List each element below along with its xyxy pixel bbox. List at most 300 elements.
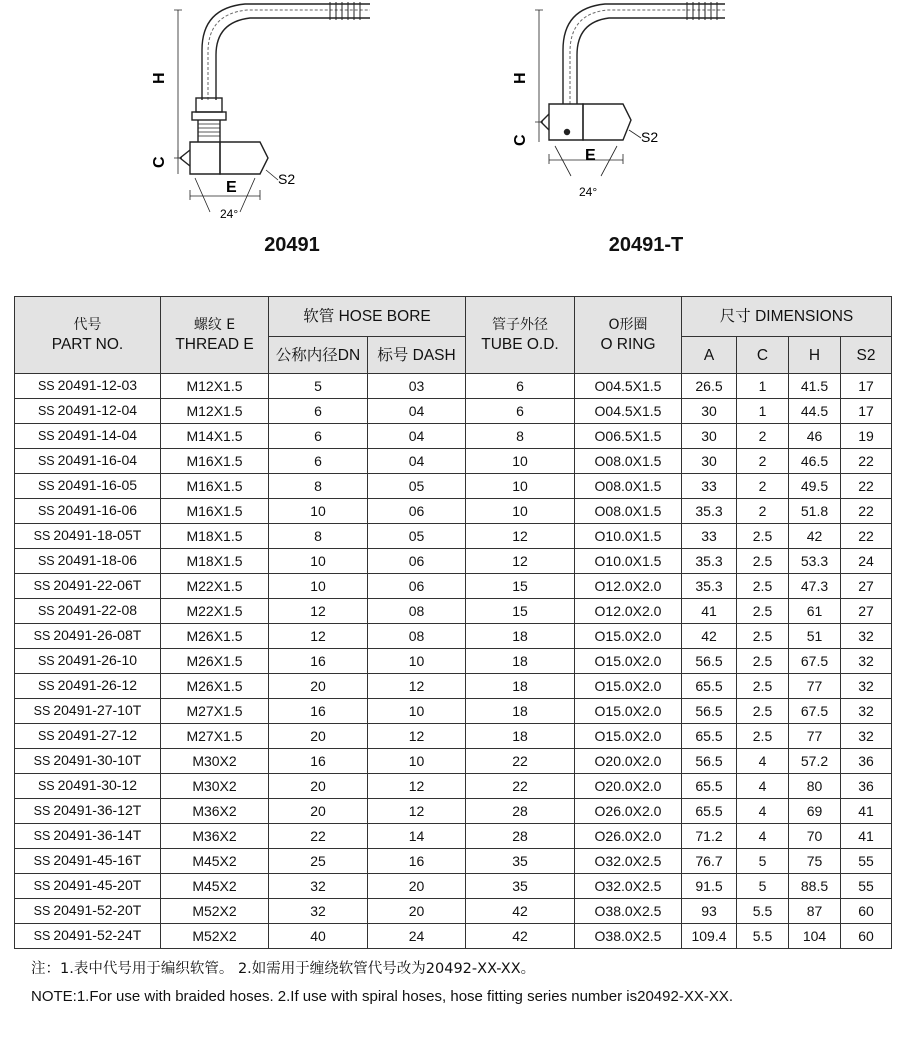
cell-a: 42 [682, 624, 737, 649]
cell-part-no [15, 499, 161, 524]
table-row [15, 674, 892, 699]
angle-label: 24° [220, 207, 239, 221]
cell-dn: 25 [269, 849, 368, 874]
cell-dash: 12 [368, 674, 466, 699]
cell-oring: O04.5X1.5 [575, 374, 682, 399]
table-row [15, 899, 892, 924]
part-number: 20491-26-08T [53, 627, 142, 643]
table-row [15, 874, 892, 899]
part-prefix: SS [33, 829, 51, 843]
cell-dn: 20 [269, 799, 368, 824]
cell-thread: M27X1.5 [161, 724, 269, 749]
header-s2: S2 [841, 337, 892, 374]
table-row [15, 774, 892, 799]
cell-dash: 12 [368, 774, 466, 799]
cell-h: 49.5 [789, 474, 841, 499]
cell-thread: M30X2 [161, 749, 269, 774]
cell-c: 2.5 [737, 524, 789, 549]
cell-thread: M27X1.5 [161, 699, 269, 724]
cell-part-no [15, 524, 161, 549]
cell-s2: 32 [841, 724, 892, 749]
cell-tube: 22 [466, 749, 575, 774]
cell-c: 2.5 [737, 624, 789, 649]
note-english: NOTE:1.For use with braided hoses. 2.If use with spiral hoses, hose fitting series number is20492-XX-XX. [31, 988, 733, 1005]
cell-tube: 18 [466, 624, 575, 649]
cell-oring: O32.0X2.5 [575, 849, 682, 874]
cell-dash: 06 [368, 499, 466, 524]
cell-h: 53.3 [789, 549, 841, 574]
cell-part-no [15, 899, 161, 924]
cell-dash: 04 [368, 449, 466, 474]
cell-tube: 18 [466, 674, 575, 699]
cell-dn: 10 [269, 549, 368, 574]
note-chinese: 注：1.表中代号用于编织软管。 2.如需用于缠绕软管代号改为20492-XX-XX。 [31, 961, 536, 977]
cell-h: 67.5 [789, 649, 841, 674]
fitting-20491-drawing [150, 0, 370, 230]
cell-tube: 18 [466, 724, 575, 749]
cell-tube: 35 [466, 849, 575, 874]
cell-dash: 10 [368, 699, 466, 724]
cell-tube: 10 [466, 474, 575, 499]
part-number: 20491-45-16T [53, 852, 142, 868]
part-number: 20491-16-06 [57, 502, 138, 518]
cell-a: 56.5 [682, 649, 737, 674]
cell-dn: 16 [269, 649, 368, 674]
header-dimensions: 尺寸 DIMENSIONS [682, 297, 892, 337]
cell-oring: O20.0X2.0 [575, 774, 682, 799]
cell-a: 56.5 [682, 749, 737, 774]
cell-dn: 20 [269, 674, 368, 699]
cell-h: 88.5 [789, 874, 841, 899]
cell-tube: 18 [466, 649, 575, 674]
cell-h: 70 [789, 824, 841, 849]
cell-part-no [15, 449, 161, 474]
cell-dash: 24 [368, 924, 466, 949]
part-number: 20491-26-10 [57, 652, 138, 668]
drawing-caption-20491-t: 20491-T [608, 234, 684, 256]
cell-c: 2.5 [737, 699, 789, 724]
cell-c: 2 [737, 424, 789, 449]
cell-c: 2 [737, 499, 789, 524]
part-prefix: SS [33, 704, 51, 718]
cell-part-no [15, 874, 161, 899]
part-number: 20491-30-10T [53, 752, 142, 768]
cell-h: 87 [789, 899, 841, 924]
cell-dn: 10 [269, 499, 368, 524]
cell-h: 44.5 [789, 399, 841, 424]
table-row [15, 699, 892, 724]
cell-h: 47.3 [789, 574, 841, 599]
cell-dash: 10 [368, 749, 466, 774]
cell-part-no [15, 749, 161, 774]
header-thread: 螺纹 E THREAD E [161, 297, 269, 374]
header-dn: 公称内径DN [269, 337, 368, 374]
cell-tube: 15 [466, 599, 575, 624]
e-label: E [226, 179, 237, 196]
cell-s2: 41 [841, 799, 892, 824]
cell-thread: M26X1.5 [161, 674, 269, 699]
table-row [15, 474, 892, 499]
cell-a: 33 [682, 524, 737, 549]
cell-a: 65.5 [682, 774, 737, 799]
notes [31, 956, 733, 1010]
cell-a: 91.5 [682, 874, 737, 899]
header-c: C [737, 337, 789, 374]
cell-s2: 60 [841, 924, 892, 949]
cell-a: 35.3 [682, 549, 737, 574]
header-o-ring: O形圈 O RING [575, 297, 682, 374]
cell-thread: M36X2 [161, 799, 269, 824]
cell-s2: 27 [841, 574, 892, 599]
table-row [15, 549, 892, 574]
part-prefix: SS [37, 379, 55, 393]
cell-a: 65.5 [682, 674, 737, 699]
cell-oring: O10.0X1.5 [575, 549, 682, 574]
cell-s2: 32 [841, 649, 892, 674]
cell-c: 2.5 [737, 549, 789, 574]
cell-dn: 8 [269, 474, 368, 499]
cell-h: 69 [789, 799, 841, 824]
cell-thread: M16X1.5 [161, 499, 269, 524]
cell-oring: O38.0X2.5 [575, 899, 682, 924]
cell-thread: M22X1.5 [161, 599, 269, 624]
cell-a: 41 [682, 599, 737, 624]
cell-s2: 32 [841, 674, 892, 699]
cell-oring: O06.5X1.5 [575, 424, 682, 449]
cell-dn: 32 [269, 874, 368, 899]
cell-thread: M18X1.5 [161, 549, 269, 574]
part-prefix: SS [37, 779, 55, 793]
table-row [15, 799, 892, 824]
cell-oring: O15.0X2.0 [575, 674, 682, 699]
cell-dash: 16 [368, 849, 466, 874]
cell-s2: 17 [841, 399, 892, 424]
cell-oring: O12.0X2.0 [575, 599, 682, 624]
part-prefix: SS [37, 604, 55, 618]
cell-part-no [15, 474, 161, 499]
part-number: 20491-36-12T [53, 802, 142, 818]
part-prefix: SS [37, 479, 55, 493]
table-row [15, 724, 892, 749]
cell-dash: 06 [368, 549, 466, 574]
cell-part-no [15, 599, 161, 624]
cell-c: 4 [737, 824, 789, 849]
cell-c: 2 [737, 449, 789, 474]
cell-a: 65.5 [682, 799, 737, 824]
cell-oring: O08.0X1.5 [575, 449, 682, 474]
part-prefix: SS [33, 529, 51, 543]
cell-h: 51.8 [789, 499, 841, 524]
table-row [15, 574, 892, 599]
cell-s2: 32 [841, 699, 892, 724]
cell-s2: 27 [841, 599, 892, 624]
h-label: H [512, 72, 529, 84]
s2-label: S2 [278, 171, 296, 187]
cell-tube: 6 [466, 374, 575, 399]
cell-dash: 04 [368, 424, 466, 449]
part-prefix: SS [33, 929, 51, 943]
cell-thread: M26X1.5 [161, 649, 269, 674]
cell-s2: 55 [841, 849, 892, 874]
cell-a: 26.5 [682, 374, 737, 399]
cell-c: 2.5 [737, 599, 789, 624]
cell-oring: O08.0X1.5 [575, 499, 682, 524]
cell-a: 30 [682, 449, 737, 474]
cell-a: 30 [682, 399, 737, 424]
cell-thread: M45X2 [161, 874, 269, 899]
cell-tube: 6 [466, 399, 575, 424]
part-number: 20491-27-10T [53, 702, 142, 718]
cell-part-no [15, 799, 161, 824]
e-label: E [585, 147, 596, 164]
table-row [15, 924, 892, 949]
cell-c: 2.5 [737, 674, 789, 699]
cell-dash: 10 [368, 649, 466, 674]
cell-s2: 36 [841, 749, 892, 774]
cell-part-no [15, 724, 161, 749]
cell-thread: M45X2 [161, 849, 269, 874]
cell-part-no [15, 824, 161, 849]
cell-a: 35.3 [682, 574, 737, 599]
cell-oring: O15.0X2.0 [575, 624, 682, 649]
cell-oring: O04.5X1.5 [575, 399, 682, 424]
cell-h: 57.2 [789, 749, 841, 774]
cell-dn: 20 [269, 774, 368, 799]
cell-a: 71.2 [682, 824, 737, 849]
cell-dn: 6 [269, 399, 368, 424]
cell-thread: M16X1.5 [161, 474, 269, 499]
cell-dash: 20 [368, 899, 466, 924]
cell-a: 35.3 [682, 499, 737, 524]
cell-thread: M22X1.5 [161, 574, 269, 599]
cell-c: 5.5 [737, 899, 789, 924]
part-number: 20491-26-12 [57, 677, 138, 693]
cell-oring: O26.0X2.0 [575, 799, 682, 824]
cell-dn: 6 [269, 449, 368, 474]
cell-s2: 22 [841, 499, 892, 524]
part-prefix: SS [33, 879, 51, 893]
header-a: A [682, 337, 737, 374]
part-prefix: SS [33, 579, 51, 593]
cell-a: 30 [682, 424, 737, 449]
cell-dash: 03 [368, 374, 466, 399]
cell-c: 4 [737, 749, 789, 774]
cell-dash: 08 [368, 624, 466, 649]
header-hose-bore: 软管 HOSE BORE [269, 297, 466, 337]
cell-dn: 22 [269, 824, 368, 849]
table-row [15, 374, 892, 399]
table-row [15, 499, 892, 524]
cell-part-no [15, 424, 161, 449]
part-prefix: SS [33, 629, 51, 643]
part-prefix: SS [33, 854, 51, 868]
cell-c: 5 [737, 874, 789, 899]
table-body [15, 374, 892, 949]
cell-s2: 24 [841, 549, 892, 574]
cell-tube: 12 [466, 549, 575, 574]
cell-part-no [15, 774, 161, 799]
part-prefix: SS [37, 404, 55, 418]
cell-a: 65.5 [682, 724, 737, 749]
cell-c: 1 [737, 399, 789, 424]
cell-a: 56.5 [682, 699, 737, 724]
cell-oring: O12.0X2.0 [575, 574, 682, 599]
cell-tube: 28 [466, 799, 575, 824]
cell-oring: O10.0X1.5 [575, 524, 682, 549]
cell-thread: M12X1.5 [161, 374, 269, 399]
cell-s2: 32 [841, 624, 892, 649]
cell-oring: O26.0X2.0 [575, 824, 682, 849]
cell-oring: O20.0X2.0 [575, 749, 682, 774]
cell-c: 4 [737, 774, 789, 799]
part-number: 20491-27-12 [57, 727, 138, 743]
part-number: 20491-16-04 [57, 452, 138, 468]
part-prefix: SS [33, 904, 51, 918]
cell-thread: M14X1.5 [161, 424, 269, 449]
cell-dash: 08 [368, 599, 466, 624]
header-h: H [789, 337, 841, 374]
part-prefix: SS [33, 804, 51, 818]
cell-dn: 16 [269, 749, 368, 774]
cell-h: 46 [789, 424, 841, 449]
cell-tube: 15 [466, 574, 575, 599]
cell-dn: 16 [269, 699, 368, 724]
cell-h: 67.5 [789, 699, 841, 724]
cell-tube: 35 [466, 874, 575, 899]
cell-c: 2.5 [737, 724, 789, 749]
cell-tube: 42 [466, 899, 575, 924]
cell-thread: M52X2 [161, 899, 269, 924]
drawing-caption-20491: 20491 [264, 234, 320, 256]
cell-tube: 12 [466, 524, 575, 549]
cell-oring: O15.0X2.0 [575, 649, 682, 674]
dimensions-table [14, 296, 892, 949]
cell-part-no [15, 649, 161, 674]
part-number: 20491-52-20T [53, 902, 142, 918]
cell-part-no [15, 549, 161, 574]
cell-h: 77 [789, 674, 841, 699]
cell-tube: 8 [466, 424, 575, 449]
h-label: H [151, 72, 168, 84]
cell-part-no [15, 399, 161, 424]
cell-tube: 18 [466, 699, 575, 724]
cell-s2: 17 [841, 374, 892, 399]
part-number: 20491-18-06 [57, 552, 138, 568]
cell-c: 5 [737, 849, 789, 874]
table-row [15, 399, 892, 424]
header-tube-od: 管子外径 TUBE O.D. [466, 297, 575, 374]
cell-h: 104 [789, 924, 841, 949]
cell-oring: O32.0X2.5 [575, 874, 682, 899]
cell-h: 51 [789, 624, 841, 649]
cell-dn: 10 [269, 574, 368, 599]
fitting-20491-t-drawing [505, 0, 725, 230]
cell-h: 42 [789, 524, 841, 549]
cell-a: 109.4 [682, 924, 737, 949]
header-part-no: 代号 PART NO. [15, 297, 161, 374]
table-row [15, 849, 892, 874]
cell-dn: 40 [269, 924, 368, 949]
part-number: 20491-14-04 [57, 427, 138, 443]
cell-oring: O08.0X1.5 [575, 474, 682, 499]
cell-part-no [15, 374, 161, 399]
cell-h: 61 [789, 599, 841, 624]
cell-a: 76.7 [682, 849, 737, 874]
cell-dash: 06 [368, 574, 466, 599]
part-prefix: SS [33, 754, 51, 768]
cell-part-no [15, 624, 161, 649]
s2-label: S2 [641, 129, 659, 145]
part-number: 20491-36-14T [53, 827, 142, 843]
table-row [15, 524, 892, 549]
cell-a: 93 [682, 899, 737, 924]
cell-dash: 05 [368, 474, 466, 499]
cell-dash: 14 [368, 824, 466, 849]
part-number: 20491-22-08 [57, 602, 138, 618]
table-row [15, 624, 892, 649]
cell-thread: M12X1.5 [161, 399, 269, 424]
cell-dn: 20 [269, 724, 368, 749]
cell-oring: O15.0X2.0 [575, 724, 682, 749]
cell-tube: 28 [466, 824, 575, 849]
cell-tube: 10 [466, 499, 575, 524]
cell-h: 75 [789, 849, 841, 874]
table-row [15, 424, 892, 449]
cell-part-no [15, 849, 161, 874]
cell-tube: 10 [466, 449, 575, 474]
cell-part-no [15, 699, 161, 724]
cell-a: 33 [682, 474, 737, 499]
cell-thread: M18X1.5 [161, 524, 269, 549]
cell-c: 2 [737, 474, 789, 499]
table-row [15, 649, 892, 674]
cell-c: 4 [737, 799, 789, 824]
cell-c: 2.5 [737, 649, 789, 674]
cell-s2: 55 [841, 874, 892, 899]
cell-dash: 04 [368, 399, 466, 424]
cell-h: 77 [789, 724, 841, 749]
cell-dn: 12 [269, 624, 368, 649]
cell-h: 41.5 [789, 374, 841, 399]
part-prefix: SS [37, 654, 55, 668]
cell-s2: 19 [841, 424, 892, 449]
table-row [15, 824, 892, 849]
table-row [15, 599, 892, 624]
part-number: 20491-18-05T [53, 527, 142, 543]
cell-dn: 8 [269, 524, 368, 549]
cell-dash: 12 [368, 724, 466, 749]
part-prefix: SS [37, 504, 55, 518]
part-prefix: SS [37, 729, 55, 743]
cell-c: 5.5 [737, 924, 789, 949]
cell-oring: O15.0X2.0 [575, 699, 682, 724]
part-number: 20491-30-12 [57, 777, 138, 793]
cell-tube: 22 [466, 774, 575, 799]
cell-part-no [15, 574, 161, 599]
cell-thread: M36X2 [161, 824, 269, 849]
cell-thread: M52X2 [161, 924, 269, 949]
cell-s2: 22 [841, 524, 892, 549]
cell-s2: 60 [841, 899, 892, 924]
c-label: C [151, 156, 168, 168]
part-prefix: SS [37, 554, 55, 568]
cell-part-no [15, 924, 161, 949]
part-prefix: SS [37, 429, 55, 443]
part-number: 20491-12-04 [57, 402, 138, 418]
header-dash: 标号 DASH [368, 337, 466, 374]
cell-dn: 6 [269, 424, 368, 449]
part-number: 20491-22-06T [53, 577, 142, 593]
